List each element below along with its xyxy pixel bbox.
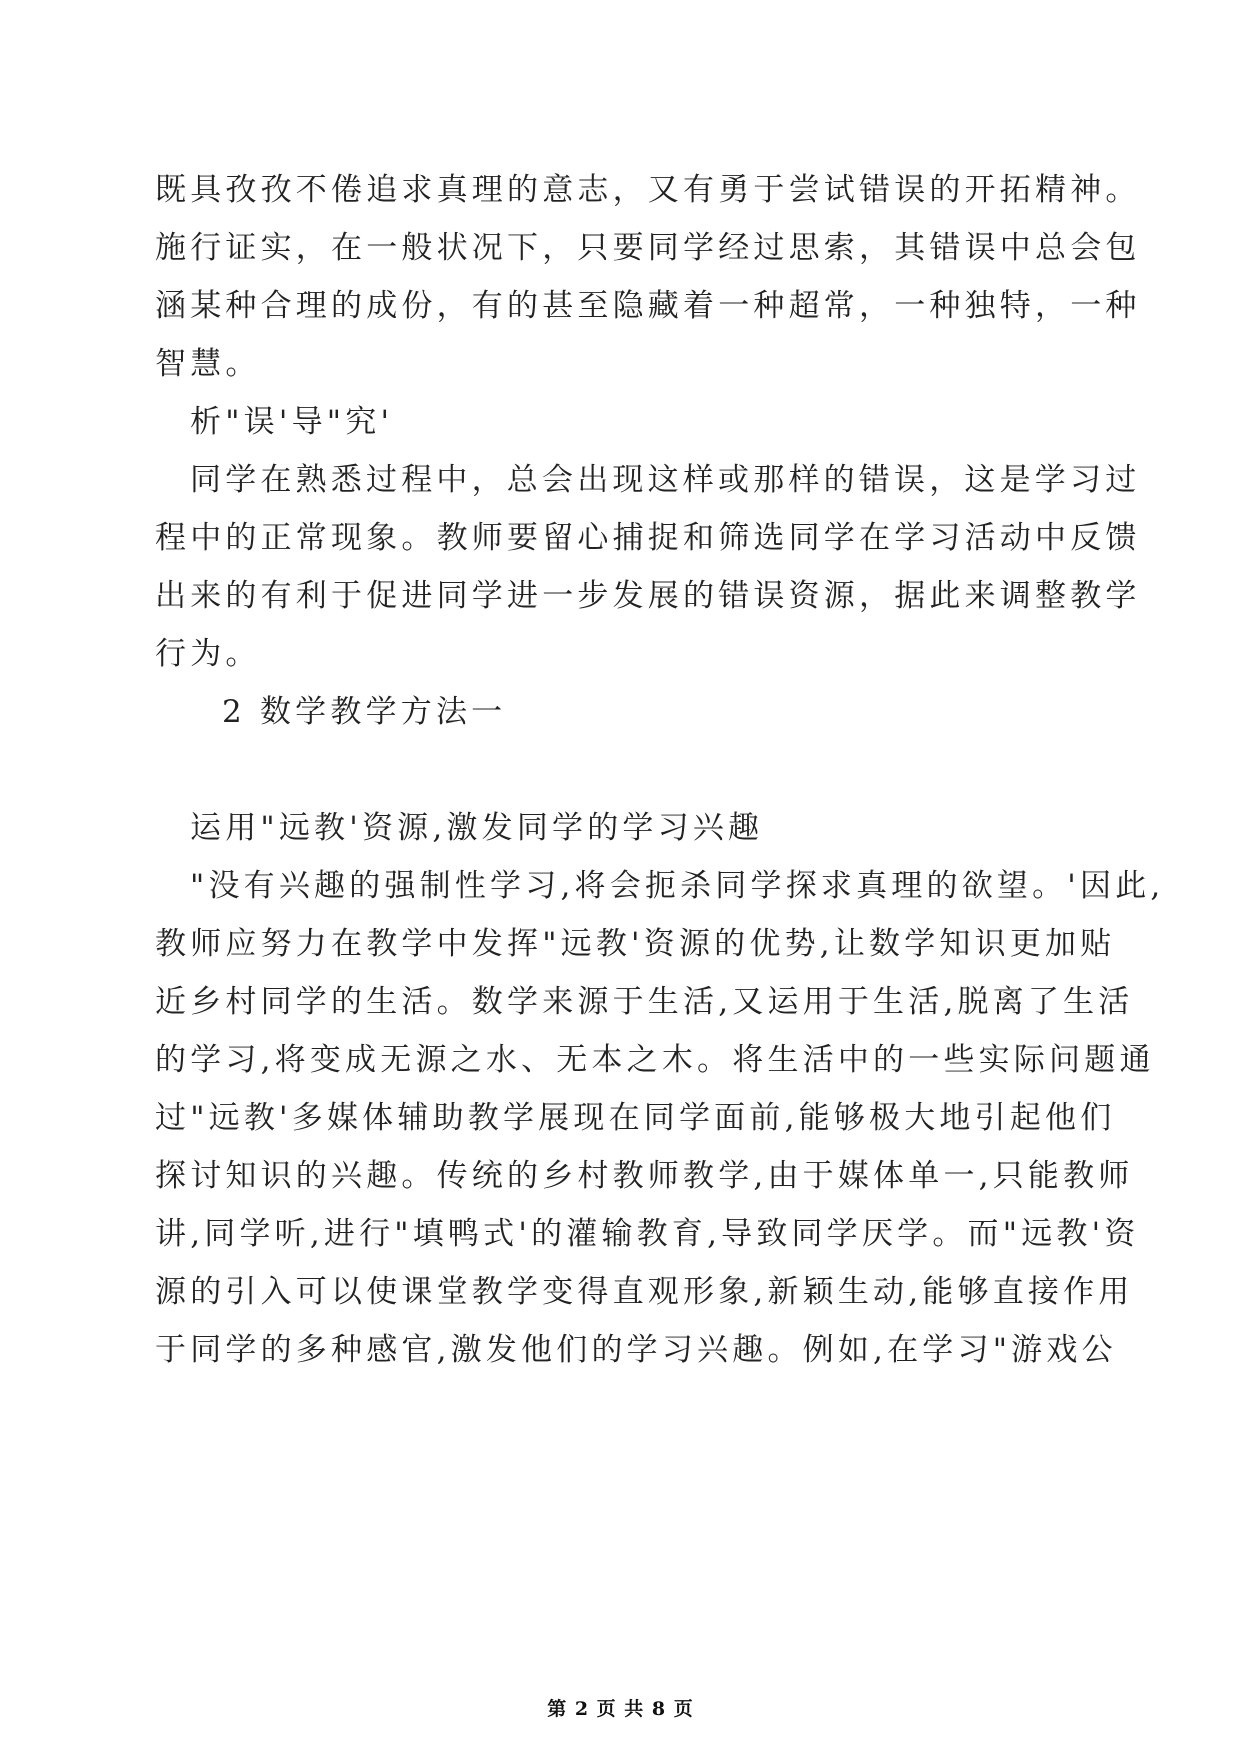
text-line: 过"远教'多媒体辅助教学展现在同学面前,能够极大地引起他们 [155,1100,1116,1136]
text-line: 出来的有利于促进同学进一步发展的错误资源，据此来调整教学 [155,578,1141,614]
text-line: 探讨知识的兴趣。传统的乡村教师教学,由于媒体单一,只能教师 [155,1158,1134,1194]
text-line: 行为。 [155,636,261,672]
text-line: 源的引入可以使课堂教学变得直观形象,新颖生动,能够直接作用 [155,1274,1134,1310]
text-line: 于同学的多种感官,激发他们的学习兴趣。例如,在学习"游戏公 [155,1332,1117,1368]
text-line: 的学习,将变成无源之水、无本之木。将生活中的一些实际问题通 [155,1042,1155,1078]
text-line: 同学在熟悉过程中，总会出现这样或那样的错误，这是学习过 [190,462,1141,498]
text-line: 智慧。 [155,346,261,382]
text-line: 程中的正常现象。教师要留心捕捉和筛选同学在学习活动中反馈 [155,520,1141,556]
text-line: 教师应努力在教学中发挥"远教'资源的优势,让数学知识更加贴 [155,926,1116,962]
text-line: 施行证实，在一般状况下，只要同学经过思索，其错误中总会包 [155,230,1141,266]
text-line: 既具孜孜不倦追求真理的意志，又有勇于尝试错误的开拓精神。 [155,172,1141,208]
text-line: 讲,同学听,进行"填鸭式'的灌输教育,导致同学厌学。而"远教'资 [155,1216,1140,1252]
page-footer: 第 2 页 共 8 页 [547,1698,694,1720]
text-line: "没有兴趣的强制性学习,将会扼杀同学探求真理的欲望。'因此, [190,868,1165,904]
section-title: 2 数学教学方法一 [222,694,507,730]
section-heading: 运用"远教'资源,激发同学的学习兴趣 [190,810,764,846]
text-line: 涵某种合理的成份，有的甚至隐藏着一种超常，一种独特，一种 [155,288,1141,324]
section-heading: 析"误'导"究' [190,404,394,440]
text-line: 近乡村同学的生活。数学来源于生活,又运用于生活,脱离了生活 [155,984,1134,1020]
